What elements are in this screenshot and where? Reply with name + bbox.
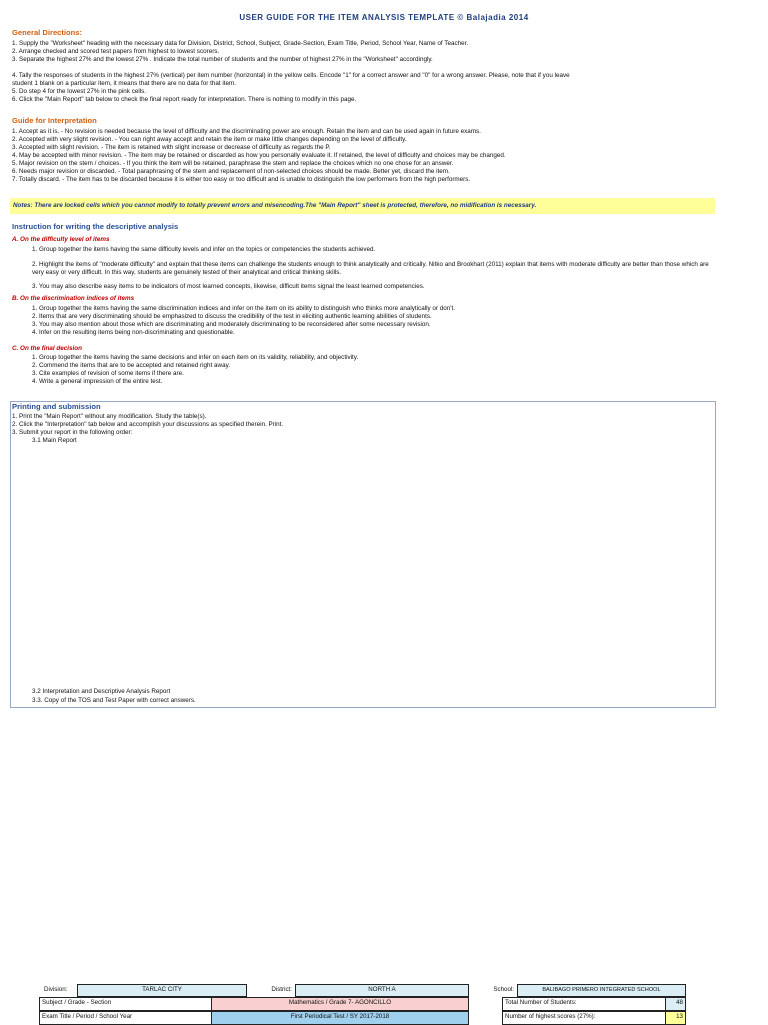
highest-scores-field[interactable]: 13 — [665, 1011, 686, 1025]
guide-line: 3. Accepted with slight revision. - The item is retained with slight increase or decrease of difficulty as regards the P. — [12, 144, 331, 151]
printing-sub-item: 3.3. Copy of the TOS and Test Paper with correct answers. — [32, 697, 196, 704]
guide-line: 6. Needs major revision or discarded. - Total paraphrasing of the stem and replacement of non-selected choices should be made. Better yet, discard the item. — [12, 168, 450, 175]
printing-heading: Printing and submission — [12, 402, 101, 411]
instruction-line: 2. Items that are very discriminating should be emphasized to discuss the credibility of the test in eliciting authentic learning abilities of students. — [32, 313, 432, 320]
division-label: Division: — [44, 986, 68, 993]
printing-sub-item: 3.2 Interpretation and Descriptive Analysis Report — [32, 688, 171, 695]
instruction-line: 4. Infer on the resulting items being non-discriminating and questionable. — [32, 329, 235, 336]
printing-line: 3. Submit your report in the following order: — [12, 429, 133, 436]
subject-label: Subject / Grade - Section — [39, 997, 212, 1011]
total-students-field[interactable]: 48 — [665, 997, 686, 1011]
school-field[interactable]: BALIBAGO PRIMERO INTEGRATED SCHOOL — [517, 984, 686, 997]
instruction-paragraph: 2. Highlight the items of "moderate difficulty" and explain that these items can challenge the students enough to think analytically and critically. Nitko and Brookhart (2011) explain that items with moderate difficulty are better than those which are very easy or very difficult. In this way, students are genuinely tested of their analytical and critical thinking skills. — [32, 261, 709, 276]
instruction-line: 3. Cite examples of revision of some items if there are. — [32, 370, 184, 377]
page-title: USER GUIDE FOR THE ITEM ANALYSIS TEMPLATE © Balajadia 2014 — [239, 13, 529, 22]
guide-line: 7. Totally discard. - The item has to be discarded because it is either too easy or too difficult and is unable to distinguish the low performers from the high performers. — [12, 176, 471, 183]
general-directions-heading: General Directions: — [12, 28, 83, 37]
printing-line: 2. Click the "Interpretation" tab below and accomplish your discussions as specified therein. Print. — [12, 421, 284, 428]
guide-line: 4. May be accepted with minor revision. - The item may be retained or discarded as how you personally evaluate it. If retained, the level of difficulty and choices may be changed. — [12, 152, 506, 159]
guide-line: 1. Accept as it is. - No revision is needed because the level of difficulty and the discriminating power are enough. Retain the item and can be used again in future exams. — [12, 128, 481, 135]
general-line: 4. Tally the responses of students in the highest 27% (vertical) per item number (horizontal) in the yellow cells. Encode "1" for a correct answer and "0" for a wrong answer. Please, note that if you leave — [12, 72, 570, 79]
instruction-line: 3. You may also mention about those which are discriminating and moderately discriminating to be reconsidered after some necessary revision. — [32, 321, 431, 328]
highest-scores-label: Number of highest scores (27%): — [502, 1011, 666, 1025]
school-label: School: — [493, 986, 514, 993]
instruction-line: 3. You may also describe easy items to be indicators of most learned concepts, likewise, difficult items signal the least learned competencies. — [32, 283, 425, 290]
guide-line: 5. Major revision on the stem / choices. - If you think the item will be retained, paraphrase the stem and replace the choices which no one chose for an answer. — [12, 160, 454, 167]
instruction-line: 1. Group together the items having the same discrimination indices and infer on the item on its ability to distinguish who thinks more analytically or don't. — [32, 305, 455, 312]
district-field[interactable]: NORTH A — [295, 984, 469, 997]
district-label: District: — [271, 986, 292, 993]
printing-box-right-border — [715, 449, 716, 686]
printing-sub-item: 3.1 Main Report — [32, 437, 77, 444]
general-line: 1. Supply the "Worksheet" heading with the necessary data for Division, District, School, Subject, Grade-Section, Exam Title, Period, School Year, Name of Teacher. — [12, 40, 469, 47]
notes-banner: Notes: There are locked cells which you cannot modify to totally prevent errors and misencoding.The "Main Report" sheet is protected, therefore, no midification is necessary. — [10, 198, 715, 214]
difficulty-heading: A. On the difficulty level of items — [12, 236, 110, 243]
exam-field[interactable]: First Periodical Test / SY 2017-2018 — [211, 1011, 469, 1025]
exam-label: Exam Title / Period / School Year — [39, 1011, 212, 1025]
instruction-line: 1. Group together the items having the same difficulty levels and infer on the topics or competencies the students achieved. — [32, 246, 376, 253]
instruction-line: 2. Commend the items that are to be accepted and retained right away. — [32, 362, 230, 369]
instruction-line: 4. Write a general impression of the entire test. — [32, 378, 163, 385]
subject-field[interactable]: Mathematics / Grade 7- AGONCILLO — [211, 997, 469, 1011]
guide-heading: Guide for Interpretation — [12, 116, 97, 125]
final-decision-heading: C. On the final decision — [12, 345, 82, 352]
general-line: 2. Arrange checked and scored test papers from highest to lowest scorers. — [12, 48, 220, 55]
guide-line: 2. Accepted with very slight revision. - You can right away accept and retain the item or make little changes depending on the level of difficulty. — [12, 136, 407, 143]
discrimination-heading: B. On the discrimination indices of items — [12, 295, 135, 302]
instruction-heading: Instruction for writing the descriptive analysis — [12, 222, 179, 231]
general-line: 6. Click the "Main Report" tab below to check the final report ready for interpretation. There is nothing to modify in this page. — [12, 96, 357, 103]
total-students-label: Total Number of Students: — [502, 997, 666, 1011]
division-field[interactable]: TARLAC CITY — [77, 984, 247, 997]
general-line: 5. Do step 4 for the lowest 27% in the pink cells. — [12, 88, 147, 95]
general-line: 3. Separate the highest 27% and the lowest 27% . Indicate the total number of students and the number of highest 27% in the "Worksheet" accordingly. — [12, 56, 433, 63]
printing-box-left-border — [10, 449, 11, 686]
instruction-line: 1. Group together the items having the same decisions and infer on each item on its validity, reliability, and objectivity. — [32, 354, 359, 361]
general-line: student 1 blank on a particular item, it means that there are no data for that item. — [12, 80, 237, 87]
printing-line: 1. Print the "Main Report" without any modification. Study the table(s). — [12, 413, 207, 420]
